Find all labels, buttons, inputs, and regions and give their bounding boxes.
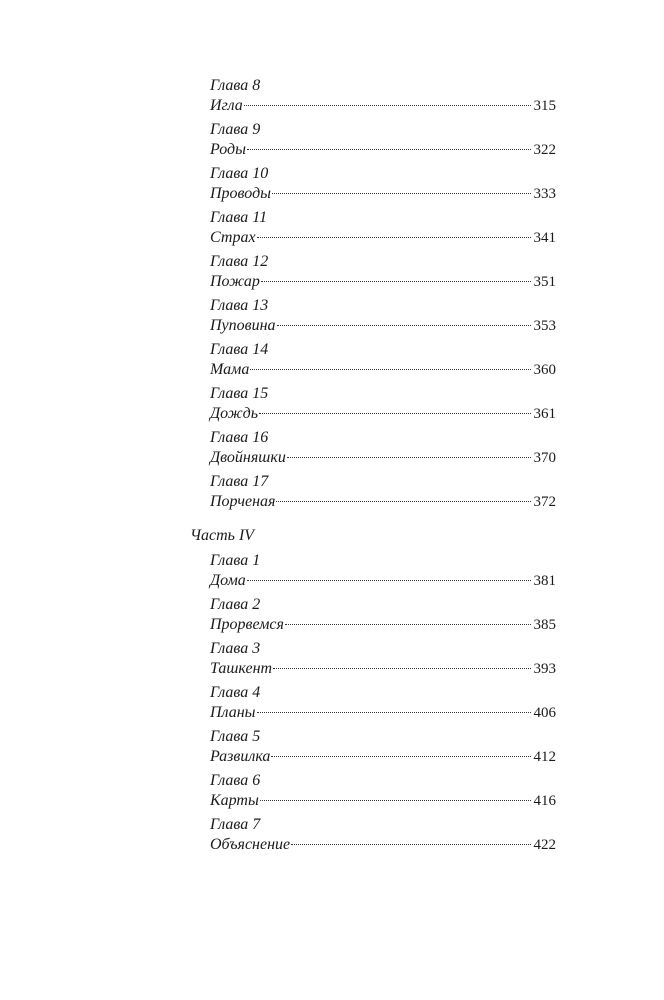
toc-title-line [210,835,556,855]
toc-title-line [210,492,556,512]
dot-leader [276,500,530,502]
page-number: 385 [533,617,556,633]
toc-title-line [210,615,556,635]
chapter-label: Глава 14 [210,341,269,358]
chapter-title: Двойняшки [210,449,286,466]
toc-title-line [210,96,556,116]
toc-entry[interactable] [210,76,556,120]
dot-leader [247,148,531,150]
page-number: 315 [533,98,556,114]
chapter-label: Глава 12 [210,253,269,270]
chapter-label: Глава 10 [210,165,269,182]
page-number: 372 [533,494,556,510]
toc-title-line [210,703,556,723]
dot-leader [291,843,530,845]
toc-entry[interactable] [210,252,556,296]
dot-leader [272,192,530,194]
dot-leader [261,280,531,282]
chapter-label: Глава 17 [210,473,269,490]
toc-entry[interactable] [210,771,556,815]
page-number: 361 [533,406,556,422]
toc-entry[interactable] [210,472,556,516]
page-number: 322 [533,142,556,158]
chapter-title: Порченая [210,493,276,510]
toc-title-line [210,571,556,591]
toc-entry[interactable] [210,296,556,340]
dot-leader [271,755,530,757]
chapter-label: Глава 16 [210,429,269,446]
chapter-label: Глава 5 [210,728,261,745]
chapter-title: Дома [210,572,246,589]
chapter-title: Роды [210,141,246,158]
page-number: 422 [533,837,556,853]
toc-entry[interactable] [210,683,556,727]
chapter-label: Глава 9 [210,121,261,138]
dot-leader [260,799,531,801]
toc-title-line [210,448,556,468]
page-number: 393 [533,661,556,677]
toc-title-line [210,140,556,160]
chapter-label: Глава 3 [210,640,261,657]
toc-entry[interactable] [210,727,556,771]
chapter-title: Страх [210,229,256,246]
chapter-title: Ташкент [210,660,273,677]
toc-title-line [210,404,556,424]
page-number: 381 [533,573,556,589]
toc-entry[interactable] [210,164,556,208]
page-number: 416 [533,793,556,809]
chapter-label: Глава 1 [210,552,261,569]
toc-title-line [210,184,556,204]
toc-entry[interactable] [210,428,556,472]
chapter-title: Дождь [210,405,259,422]
toc-entry[interactable] [210,384,556,428]
dot-leader [257,711,531,713]
chapter-title: Пуповина [210,317,276,334]
dot-leader [244,104,531,106]
toc-title-line [210,272,556,292]
dot-leader [259,412,530,414]
chapter-title: Планы [210,704,256,721]
chapter-title: Мама [210,361,250,378]
chapter-label: Глава 7 [210,816,261,833]
chapter-label: Глава 2 [210,596,261,613]
dot-leader [273,667,530,669]
page-number: 353 [533,318,556,334]
dot-leader [247,579,531,581]
toc-title-line [210,360,556,380]
page-number: 333 [533,186,556,202]
toc-entry[interactable] [210,120,556,164]
toc-entry[interactable] [210,595,556,639]
chapter-label: Глава 11 [210,209,268,226]
page-number: 360 [533,362,556,378]
dot-leader [277,324,531,326]
chapter-title: Прорвемся [210,616,284,633]
toc-title-line [210,659,556,679]
dot-leader [257,236,531,238]
page-number: 341 [533,230,556,246]
toc-entry[interactable] [210,815,556,859]
toc-entry[interactable] [210,639,556,683]
page-number: 412 [533,749,556,765]
chapter-label: Глава 13 [210,297,269,314]
chapter-title: Проводы [210,185,272,202]
chapter-label: Глава 6 [210,772,261,789]
toc-title-line [210,791,556,811]
toc-entry[interactable] [210,551,556,595]
page-number: 351 [533,274,556,290]
dot-leader [287,456,531,458]
chapter-label: Глава 8 [210,77,261,94]
dot-leader [250,368,530,370]
toc-entry[interactable] [210,208,556,252]
chapter-title: Объяснение [210,836,291,853]
page-number: 406 [533,705,556,721]
dot-leader [285,623,531,625]
chapter-title: Пожар [210,273,260,290]
page-number: 370 [533,450,556,466]
chapter-title: Карты [210,792,259,809]
toc-title-line [210,316,556,336]
chapter-label: Глава 15 [210,385,269,402]
part-heading: Часть IV [190,527,255,544]
chapter-label: Глава 4 [210,684,261,701]
toc-title-line [210,747,556,767]
chapter-title: Игла [210,97,243,114]
toc-entry[interactable] [210,340,556,384]
toc-title-line [210,228,556,248]
chapter-title: Развилка [210,748,271,765]
